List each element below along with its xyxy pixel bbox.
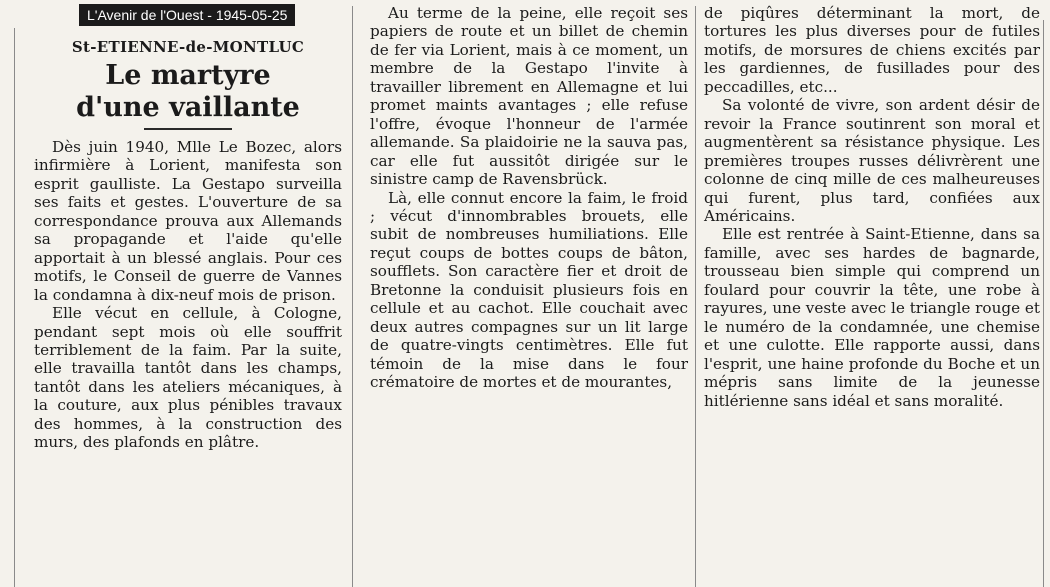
paragraph: Elle vécut en cellule, à Cologne, pendant sept mois où elle souffrit terriblement de la faim. Par la suite, elle travailla tantôt dans les champs, tantôt dans les ateliers mécaniques, à la couture, aux plus pénibles travaux des hommes, à la construction des murs, des plafonds en plâtre. — [34, 304, 342, 452]
article-kicker: St-ETIENNE-de-MONTLUC — [71, 38, 305, 56]
paragraph: Dès juin 1940, Mlle Le Bozec, alors infirmière à Lorient, manifesta son esprit gaulliste. La Gestapo surveilla ses faits et gestes. L'ouverture de sa correspondance prouva aux Allemands sa propagande et l'aide qu'elle apportait à un blessé anglais. Pour ces motifs, le Conseil de guerre de Vannes la condamna à dix-neuf mois de prison. — [34, 138, 342, 304]
column-divider-2 — [695, 6, 696, 587]
headline-rule — [144, 128, 232, 130]
column-divider-1 — [352, 6, 353, 587]
paragraph: de piqûres déterminant la mort, de tortures les plus diverses pour de futiles motifs, de morsures de chiens excités par les gardiennes, de fusillades pour des peccadilles, etc... — [704, 4, 1040, 96]
paragraph: Elle est rentrée à Saint-Etienne, dans sa famille, avec ses hardes de bagnarde, trousseau bien simple qui comprend un foulard pour couvrir la tête, une robe à rayures, une veste avec le triangle rouge et le numéro de la condamnée, une chemise et une culotte. Elle rapporte aussi, dans l'esprit, une haine profonde du Boche et un mépris sans limite de la jeunesse hitlérienne sans idéal et sans moralité. — [704, 225, 1040, 410]
paragraph: Au terme de la peine, elle reçoit ses papiers de route et un billet de chemin de fer via Lorient, mais à ce moment, un membre de la Gestapo l'invite à travailler librement en Allemagne et lui promet maints avantages ; elle refuse l'offre, évoque l'honneur de l'armée allemande. Sa plaidoirie ne la sauva pas, car elle fut aussitôt dirigée sur le sinistre camp de Ravensbrück. — [370, 4, 688, 189]
article-headline — [34, 60, 342, 124]
paragraph: Sa volonté de vivre, son ardent désir de revoir la France soutinrent son moral et augmentèrent sa résistance physique. Les premières troupes russes délivrèrent une colonne de cinq mille de ces malheureuses qui furent, plus tard, confiées aux Américains. — [704, 96, 1040, 225]
right-border-rule — [1043, 20, 1044, 587]
paragraph: Là, elle connut encore la faim, le froid ; vécut d'innombrables brouets, elle subit de nombreuses humiliations. Elle reçut coups de bottes coups de bâton, soufflets. Son caractère fier et droit de Bretonne la conduisit plusieurs fois en cellule et au cachot. Elle couchait avec deux autres compagnes sur un lit large de quatre-vingts centimètres. Elle fut témoin de la mise dans le four crématoire de mortes et de mourantes, — [370, 188, 688, 392]
headline-line-2: d'une vaillante — [76, 92, 300, 123]
article-column-3 — [700, 0, 1042, 587]
article-column-2 — [360, 0, 692, 587]
headline-line-1: Le martyre — [105, 60, 271, 91]
source-badge: L'Avenir de l'Ouest - 1945-05-25 — [79, 4, 295, 26]
article-column-1 — [8, 0, 344, 587]
